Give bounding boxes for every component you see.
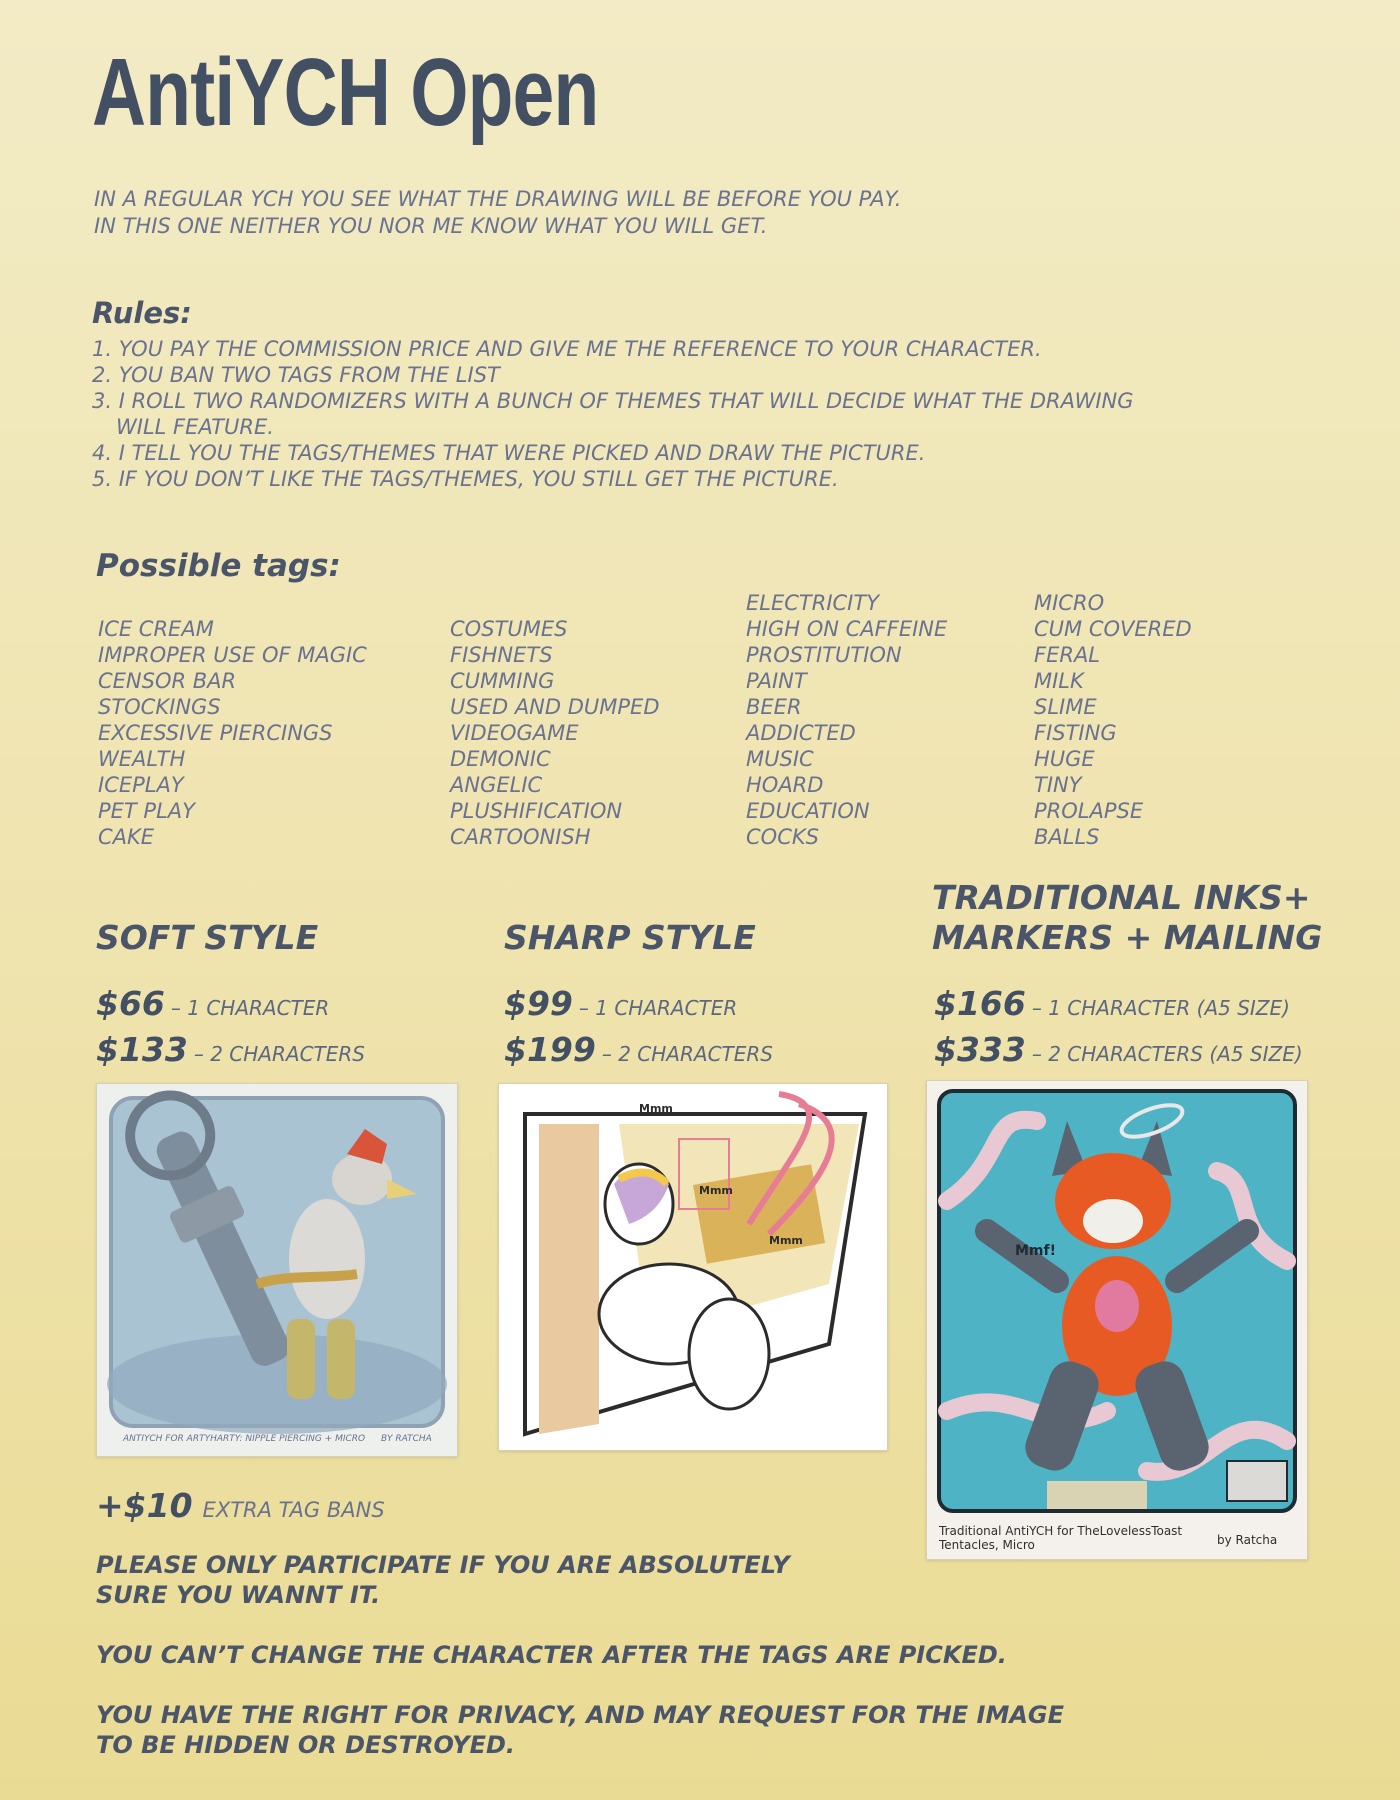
tag-item: COCKS — [746, 825, 819, 849]
price-amount: $66 — [96, 984, 165, 1023]
note-paragraph — [96, 1550, 1064, 1610]
price-line — [504, 984, 773, 1030]
price-amount: $333 — [934, 1030, 1026, 1069]
tag-item: IMPROPER USE OF MAGIC — [98, 643, 367, 667]
tag-item: STOCKINGS — [98, 695, 221, 719]
tag-item: VIDEOGAME — [450, 721, 579, 745]
tag-item: PLUSHIFICATION — [450, 799, 623, 823]
tag-item: EDUCATION — [746, 799, 870, 823]
price-description: – 1 CHARACTER — [578, 996, 738, 1020]
traditional-sample-image — [926, 1080, 1308, 1560]
soft-style-heading: SOFT STYLE — [96, 918, 319, 957]
tag-item: PAINT — [746, 669, 807, 693]
note-line: PLEASE ONLY PARTICIPATE IF YOU ARE ABSOLUTELY — [96, 1551, 790, 1579]
note-line: SURE YOU WANNT IT. — [96, 1581, 381, 1609]
sound-effect-text: Mmm — [769, 1234, 803, 1247]
tag-item: FISHNETS — [450, 643, 553, 667]
tag-item: MICRO — [1034, 591, 1105, 615]
traditional-style-heading — [932, 878, 1322, 958]
traditional-style-block — [932, 878, 1322, 958]
traditional-style-prices — [934, 984, 1303, 1076]
price-description: – 2 CHARACTERS — [193, 1042, 365, 1066]
tag-item: CARTOONISH — [450, 825, 591, 849]
tag-item: ANGELIC — [450, 773, 543, 797]
extra-tag-ban-offer — [96, 1486, 385, 1525]
price-description: – 1 CHARACTER — [170, 996, 330, 1020]
tag-item: FISTING — [1034, 721, 1117, 745]
soft-style-sample-image — [96, 1083, 458, 1457]
tag-item: TINY — [1034, 773, 1082, 797]
page-title: AntiYCH Open — [92, 39, 599, 146]
tag-item: CAKE — [98, 825, 155, 849]
tag-item: CUMMING — [450, 669, 555, 693]
price-amount: $133 — [96, 1030, 188, 1069]
tag-item: PET PLAY — [98, 799, 195, 823]
price-amount: $199 — [504, 1030, 596, 1069]
rule-item: 4. I TELL YOU THE TAGS/THEMES THAT WERE PICKED AND DRAW THE PICTURE. — [92, 441, 926, 465]
sharp-style-prices — [504, 984, 773, 1076]
soft-art-signature: BY RATCHA — [381, 1434, 432, 1444]
intro-line: IN A REGULAR YCH YOU SEE WHAT THE DRAWING WILL BE BEFORE YOU PAY. — [94, 187, 902, 211]
sound-effect-text: Mmf! — [1015, 1243, 1056, 1259]
price-description: – 2 CHARACTERS (A5 SIZE) — [1031, 1042, 1303, 1066]
soft-style-prices — [96, 984, 365, 1076]
tag-item: ELECTRICITY — [746, 591, 880, 615]
note-line: YOU HAVE THE RIGHT FOR PRIVACY, AND MAY REQUEST FOR THE IMAGE — [96, 1701, 1065, 1729]
sharp-style-block — [504, 918, 756, 958]
price-description: – 2 CHARACTERS — [601, 1042, 773, 1066]
sharp-style-artwork — [499, 1084, 887, 1450]
rules-list — [92, 336, 1134, 492]
note-paragraph — [96, 1640, 1064, 1670]
heading-line: TRADITIONAL INKS+ — [932, 878, 1311, 917]
price-amount: $166 — [934, 984, 1026, 1023]
tag-item: PROSTITUTION — [746, 643, 902, 667]
price-description: – 1 CHARACTER (A5 SIZE) — [1031, 996, 1290, 1020]
rules-heading: Rules: — [92, 296, 192, 330]
tag-item: ICEPLAY — [98, 773, 184, 797]
tag-column-4 — [1034, 590, 1192, 850]
tag-item: COSTUMES — [450, 617, 568, 641]
tag-column-2 — [450, 616, 660, 850]
intro-line: IN THIS ONE NEITHER YOU NOR ME KNOW WHAT YOU WILL GET. — [94, 214, 768, 238]
heading-line: MARKERS + MAILING — [932, 918, 1323, 957]
tag-item: PROLAPSE — [1034, 799, 1144, 823]
sound-effect-text: Mmm — [639, 1102, 673, 1115]
sharp-style-heading: SHARP STYLE — [504, 918, 756, 957]
traditional-art-signature: by Ratcha — [1217, 1533, 1278, 1547]
tag-item: HIGH ON CAFFEINE — [746, 617, 948, 641]
tag-item: EXCESSIVE PIERCINGS — [98, 721, 333, 745]
extra-description: EXTRA TAG BANS — [202, 1498, 385, 1522]
note-line: TO BE HIDDEN OR DESTROYED. — [96, 1731, 516, 1759]
rule-item: 5. IF YOU DON’T LIKE THE TAGS/THEMES, YOU STILL GET THE PICTURE. — [92, 467, 839, 491]
tag-column-3 — [746, 590, 947, 850]
tag-item: MILK — [1034, 669, 1084, 693]
rule-item-continued: WILL FEATURE. — [116, 415, 274, 439]
intro-text — [94, 186, 901, 240]
tag-item: ADDICTED — [746, 721, 856, 745]
tag-item: HUGE — [1034, 747, 1095, 771]
tags-heading: Possible tags: — [96, 548, 341, 584]
tag-item: CUM COVERED — [1034, 617, 1192, 641]
tag-column-1 — [98, 616, 367, 850]
tag-item: BEER — [746, 695, 802, 719]
price-line — [504, 1030, 773, 1076]
extra-price: +$10 — [96, 1486, 193, 1525]
footer-notes — [96, 1550, 1064, 1790]
rule-item: 1. YOU PAY THE COMMISSION PRICE AND GIVE ME THE REFERENCE TO YOUR CHARACTER. — [92, 337, 1042, 361]
soft-art-caption: ANTIYCH FOR ARTYHARTY: NIPPLE PIERCING + MICRO — [123, 1434, 366, 1444]
rule-item: 3. I ROLL TWO RANDOMIZERS WITH A BUNCH OF THEMES THAT WILL DECIDE WHAT THE DRAWING — [92, 389, 1134, 413]
rule-item: 2. YOU BAN TWO TAGS FROM THE LIST — [92, 363, 500, 387]
sharp-style-sample-image — [498, 1083, 888, 1451]
tag-item: WEALTH — [98, 747, 186, 771]
note-paragraph — [96, 1700, 1064, 1760]
traditional-art-caption: Tentacles, Micro — [939, 1538, 1035, 1552]
tag-item: DEMONIC — [450, 747, 551, 771]
tag-item: SLIME — [1034, 695, 1097, 719]
tag-item: MUSIC — [746, 747, 814, 771]
tag-item: USED AND DUMPED — [450, 695, 660, 719]
soft-style-artwork — [97, 1084, 457, 1456]
note-line: YOU CAN’T CHANGE THE CHARACTER AFTER THE TAGS ARE PICKED. — [96, 1641, 1007, 1669]
price-line — [96, 1030, 365, 1076]
traditional-artwork — [927, 1081, 1307, 1559]
price-line — [934, 984, 1303, 1030]
price-line — [96, 984, 365, 1030]
price-line — [934, 1030, 1303, 1076]
tag-item: ICE CREAM — [98, 617, 214, 641]
tag-item: HOARD — [746, 773, 824, 797]
tag-item: FERAL — [1034, 643, 1101, 667]
tag-item: BALLS — [1034, 825, 1100, 849]
price-amount: $99 — [504, 984, 573, 1023]
soft-style-block — [96, 918, 318, 958]
tag-item: CENSOR BAR — [98, 669, 237, 693]
sound-effect-text: Mmm — [699, 1184, 733, 1197]
traditional-art-caption: Traditional AntiYCH for TheLovelessToast — [939, 1524, 1183, 1538]
